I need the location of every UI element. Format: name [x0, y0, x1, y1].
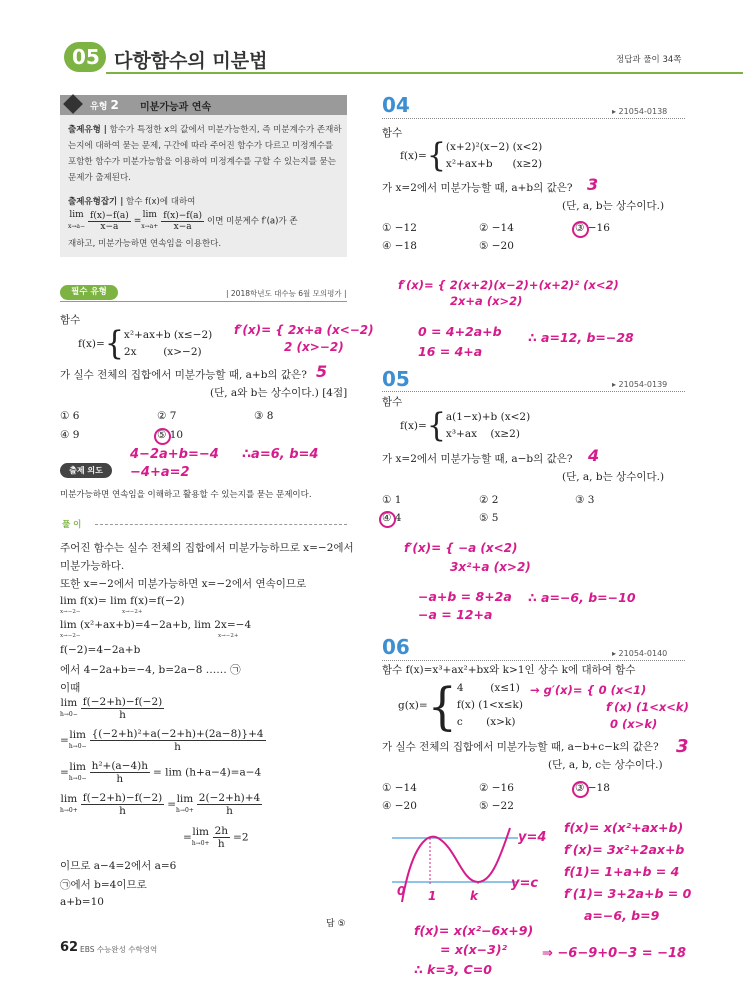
- tip-sub-left: x→a−: [68, 223, 86, 230]
- p05-cond: (단, a, b는 상수이다.): [562, 471, 665, 483]
- p04-case1: (x+2)²(x−2) (x<2): [445, 141, 543, 153]
- must-intro: 함수: [60, 314, 81, 326]
- sol-l1: 주어진 함수는 실수 전체의 집합에서 미분가능하므로 x=−2에서: [60, 542, 354, 554]
- p06-case3: c (x>k): [456, 716, 516, 728]
- must-question: 가 실수 전체의 집합에서 미분가능할 때, a+b의 값은?: [60, 369, 307, 381]
- p05-rule: [382, 391, 685, 393]
- must-case1: x²+ax+b (x≤−2): [123, 329, 213, 341]
- p05-function: f(x)={ a(1−x)+b (x<2) x³+ax (x≥2): [400, 406, 531, 445]
- must-choice-1[interactable]: ① 6: [60, 410, 80, 422]
- sol-l13-den: h: [217, 838, 225, 850]
- p05-id: ▸ 21054-0139: [612, 380, 668, 389]
- note-p06-gprime: → g′(x)= { 0 (x<1): [530, 683, 647, 697]
- sol-l12-sub2: h→0+: [176, 806, 194, 814]
- note-must-answer: 5: [316, 362, 328, 381]
- sol-l5-sub2: x→−2+: [218, 633, 239, 639]
- note-must-fprime-2: 2 (x>−2): [284, 340, 344, 354]
- tip-eq: =: [133, 216, 142, 227]
- chapter-title: 다항함수의 미분법: [114, 50, 268, 72]
- must-case2: 2x (x>−2): [123, 346, 202, 358]
- p04-cond: (단, a, b는 상수이다.): [562, 200, 665, 212]
- p05-question: 가 x=2에서 미분가능할 때, a−b의 값은?: [382, 453, 573, 465]
- p04-choice-5[interactable]: ⑤ −20: [479, 240, 514, 252]
- p06-function: g(x)={ 4 (x≤1) f(x) (1<x≤k) c (x>k): [398, 675, 524, 736]
- tip-label: 출제유형잡기 |: [68, 197, 124, 207]
- p06-choice-2[interactable]: ② −16: [479, 782, 514, 794]
- p04-choice-2[interactable]: ② −14: [479, 222, 514, 234]
- sol-l7: 에서 4−2a+b=−4, b=2a−8 …… ㉠: [60, 664, 241, 676]
- tip-end: 재하고, 미분가능하면 연속임을 이용한다.: [68, 239, 222, 249]
- sol-l12-sub: h→0+: [60, 806, 78, 814]
- sol-l13-sub: h→0+: [191, 839, 210, 847]
- tip-lim-right: lim: [142, 210, 157, 220]
- p06-id: ▸ 21054-0140: [612, 649, 668, 658]
- solution-rule: [95, 524, 347, 526]
- p05-choice-4-circle: [379, 511, 396, 528]
- must-cond: (단, a와 b는 상수이다.) [4점]: [210, 387, 348, 399]
- desc-label: 출제유형 |: [68, 125, 107, 135]
- note-must-fprime: f′(x)= { 2x+a (x<−2): [234, 323, 374, 337]
- must-fx: f(x)=: [78, 338, 105, 350]
- sol-l9-den: h: [119, 709, 126, 721]
- must-source: | 2018학년도 대수능 6월 모의평가 |: [226, 289, 347, 298]
- note-p05-answer: 4: [588, 446, 600, 465]
- sol-l4-sub1: x→−2−: [60, 609, 81, 615]
- p06-cond: (단, a, b, c는 상수이다.): [548, 759, 663, 771]
- graph-label-yc: y=c: [511, 876, 539, 891]
- p06-choice-1[interactable]: ① −14: [382, 782, 417, 794]
- page-ref: 정답과 풀이 34쪽: [616, 55, 682, 65]
- sol-l9-sub: h→0−: [60, 710, 78, 718]
- note-p04-eq2: 16 = 4+a: [418, 344, 483, 359]
- note-p06-final: ⇒ −6−9+0−3 = −18: [542, 946, 687, 961]
- graph-label-o: 0: [397, 884, 406, 898]
- p05-choice-4[interactable]: ④ 4: [382, 512, 402, 524]
- p06-gx: g(x)=: [398, 699, 428, 712]
- p06-question: 가 실수 전체의 집합에서 미분가능할 때, a−b+c−k의 값은?: [382, 741, 659, 753]
- sol-answer: 답 ⑤: [326, 919, 346, 929]
- p04-choice-3-circle: [572, 221, 589, 238]
- tip-tail: 이면 미분계수 f′(a)가 존: [206, 216, 298, 227]
- p05-case2: x³+ax (x≥2): [445, 428, 520, 440]
- must-choice-2[interactable]: ② 7: [157, 410, 177, 422]
- p05-choice-3[interactable]: ③ 3: [575, 494, 595, 506]
- p04-rule: [382, 118, 685, 120]
- must-choice-5[interactable]: ⑤ 10: [157, 429, 184, 441]
- tip-num-right: f(x)−f(a): [163, 210, 202, 221]
- note-p04-answer: 3: [587, 175, 599, 194]
- p04-choice-3[interactable]: ③ −16: [575, 222, 610, 234]
- p05-intro: 함수: [382, 396, 403, 408]
- sol-l12: lim h→0+ $\frac{f(-2+h)-f(-2)}{h}$ =lim h→0+ $\frac{2(-2+h)+4}{h}$: [60, 792, 261, 817]
- sol-l3: 또한 x=−2에서 미분가능하면 x=−2에서 연속이므로: [60, 578, 307, 590]
- note-p05-result: ∴ a=−6, b=−10: [528, 590, 636, 605]
- note-p06-answer: 3: [676, 736, 689, 757]
- note-p04-fprime-2: 2x+a (x>2): [450, 294, 523, 308]
- note-must-2: −4+a=2: [130, 465, 190, 480]
- p06-choice-4[interactable]: ④ −20: [382, 800, 417, 812]
- sol-l12-den2: h: [226, 805, 233, 817]
- p06-number: 06: [382, 635, 410, 659]
- sol-l14: 이므로 a−4=2에서 a=6: [60, 860, 177, 872]
- tip-den-left: x−a: [100, 221, 119, 232]
- type-tip: [68, 195, 343, 207]
- graph-curve: [402, 828, 510, 902]
- must-function: f(x)={ x²+ax+b (x≤−2) 2x (x>−2): [78, 324, 213, 363]
- p04-intro: 함수: [382, 127, 403, 139]
- page-number: 62: [60, 940, 79, 955]
- intent-text: 미분가능하면 연속임을 이해하고 활용할 수 있는지를 묻는 문제이다.: [60, 490, 312, 500]
- graph-label-k: k: [470, 889, 478, 903]
- sol-l11-sub: h→0−: [68, 774, 87, 782]
- p04-function: f(x)={ (x+2)²(x−2) (x<2) x²+ax+b (x≥2): [400, 136, 543, 175]
- note-p04-result: ∴ a=12, b=−28: [528, 330, 634, 345]
- must-choice-5-circle: [154, 428, 171, 445]
- sol-l13-eq: =2: [233, 831, 249, 844]
- p04-number: 04: [382, 93, 410, 117]
- sol-l6: f(−2)=4−2a+b: [60, 644, 141, 656]
- note-p06-fprime1: f′(1)= 3+2a+b = 0: [564, 886, 692, 901]
- book-title: EBS 수능완성 수학영역: [80, 945, 158, 954]
- chapter-number: 05: [72, 45, 100, 69]
- note-must-3: ∴a=6, b=4: [242, 447, 319, 462]
- note-p06-fx2: = x(x−3)²: [440, 942, 508, 957]
- note-p04-eq1: 0 = 4+2a+b: [418, 324, 502, 339]
- type-title: 미분가능과 연속: [140, 102, 212, 113]
- sol-l12-num2: 2(−2+h)+4: [198, 792, 261, 804]
- type-box: [60, 95, 347, 257]
- p04-case2: x²+ax+b (x≥2): [445, 158, 543, 170]
- sol-l11-den: h: [116, 773, 124, 785]
- note-p06-gprime-3: 0 (x>k): [610, 717, 658, 731]
- p06-intro: 함수 f(x)=x³+ax²+bx와 k>1인 상수 k에 대하여 함수: [382, 664, 636, 676]
- sol-l9: lim h→0− $\frac{f(-2+h)-f(-2)}{h}$: [60, 696, 163, 721]
- p06-case1: 4 (x≤1): [456, 682, 520, 694]
- type-tag: [90, 98, 119, 112]
- note-p06-kc: ∴ k=3, C=0: [414, 962, 492, 977]
- p05-number: 05: [382, 367, 410, 391]
- header-rule: [106, 72, 743, 74]
- tip-formula: [68, 210, 348, 232]
- tip-num-left: f(x)−f(a): [90, 210, 129, 221]
- sol-l2: 미분가능하다.: [60, 560, 125, 572]
- p04-choice-4[interactable]: ④ −18: [382, 240, 417, 252]
- sol-l11: =lim h→0− $\frac{\text{h²+(a−4)h}}{h}$ = lim (h+a−4)=a−4: [60, 760, 262, 785]
- sol-l8: 이때: [60, 682, 81, 694]
- sol-l5-sub1: x→−2−: [60, 633, 81, 639]
- must-rule: [60, 301, 347, 302]
- p05-choice-2[interactable]: ② 2: [479, 494, 499, 506]
- note-p06-fx: f(x)= x(x²−6x+9): [414, 923, 534, 938]
- must-choice-4[interactable]: ④ 9: [60, 429, 80, 441]
- sol-l10-num: {(−2+h)²+a(−2+h)+(2a−8)}+4: [91, 728, 264, 740]
- sol-l11-tail: = lim (h+a−4)=a−4: [153, 766, 262, 779]
- type-desc: [68, 122, 343, 186]
- p06-choice-5[interactable]: ⑤ −22: [479, 800, 514, 812]
- sol-l13-num: 2h: [214, 825, 229, 837]
- sol-l16: a+b=10: [60, 896, 104, 908]
- type-tag-label: 유형: [90, 102, 108, 112]
- note-must-1: 4−2a+b=−4: [130, 447, 219, 462]
- p06-case2: f(x) (1<x≤k): [456, 699, 524, 711]
- p05-choice-5[interactable]: ⑤ 5: [479, 512, 499, 524]
- p04-id: ▸ 21054-0138: [612, 107, 668, 116]
- note-p06-fprime: f′(x)= 3x²+2ax+b: [564, 842, 685, 857]
- note-p06-ab: a=−6, b=9: [584, 908, 660, 923]
- type-tag-num: 2: [110, 98, 119, 112]
- p05-case1: a(1−x)+b (x<2): [445, 411, 531, 423]
- sol-l12-den1: h: [119, 805, 126, 817]
- tip-sub-right: x→a+: [141, 223, 159, 230]
- must-choice-3[interactable]: ③ 8: [254, 410, 274, 422]
- sol-l13: =lim h→0+ $\frac{2h}{h}$ =2: [183, 825, 249, 850]
- p06-choice-3-circle: [572, 781, 589, 798]
- sol-l5: lim (x²+ax+b)=4−2a+b, lim 2x=−4: [60, 619, 252, 631]
- sol-l4-sub2: x→−2+: [122, 609, 143, 615]
- intent-badge: 출제 의도: [60, 463, 112, 478]
- p05-choice-1[interactable]: ① 1: [382, 494, 402, 506]
- note-p06-f1: f(1)= 1+a+b = 4: [564, 864, 680, 879]
- p04-question: 가 x=2에서 미분가능할 때, a+b의 값은?: [382, 182, 573, 194]
- graph-label-y4: y=4: [518, 830, 547, 845]
- note-p05-eq1: −a+b = 8+2a: [418, 589, 512, 604]
- sol-l15: ㉠에서 b=4이므로: [60, 879, 147, 891]
- note-p05-eq2: −a = 12+a: [418, 607, 493, 622]
- note-p05-fprime-2: 3x²+a (x>2): [450, 560, 531, 574]
- p04-choice-1[interactable]: ① −12: [382, 222, 417, 234]
- note-p06-f: f(x)= x(x²+ax+b): [564, 820, 684, 835]
- graph-label-1: 1: [428, 889, 437, 903]
- sol-l11-num: h²+(a−4)h: [91, 760, 149, 772]
- sol-l10-den: h: [174, 741, 181, 753]
- p06-choice-3[interactable]: ③ −18: [575, 782, 610, 794]
- solution-label: 풀 이: [62, 520, 82, 530]
- sol-l12-num1: f(−2+h)−f(−2): [82, 792, 163, 804]
- sol-l10-sub: h→0−: [68, 742, 87, 750]
- tip-head: 함수 f(x)에 대하여: [126, 197, 196, 207]
- sol-l10: =lim h→0− $\frac{\text{\{(−2+h)²+a(−2+h)+(2a−8)\}+4}}{h}$: [60, 728, 264, 753]
- tip-lim-left: lim: [69, 210, 84, 220]
- sol-l9-num: f(−2+h)−f(−2): [82, 696, 163, 708]
- p06-graph: [392, 824, 522, 904]
- tip-den-right: x−a: [173, 221, 192, 232]
- desc-text: 함수가 특정한 x의 값에서 미분가능한지, 즉 미분계수가 존재하는지에 대하여 묻는 문제, 구간에 따라 주어진 함수가 다르고 미정계수를 포함한 함수가 미분가능함을 이용하여 미정계수를 구할 수 있는지를 묻는 문제가 출제된다.: [68, 125, 342, 183]
- note-p06-gprime-2: f′(x) (1<x<k): [606, 700, 689, 714]
- must-badge: 필수 유형: [60, 285, 118, 300]
- sol-l4: lim f(x)= lim f(x)=f(−2): [60, 595, 185, 607]
- note-p05-fprime: f′(x)= { −a (x<2): [404, 541, 518, 555]
- note-p04-fprime: f′(x)= { 2(x+2)(x−2)+(x+2)² (x<2): [398, 278, 619, 292]
